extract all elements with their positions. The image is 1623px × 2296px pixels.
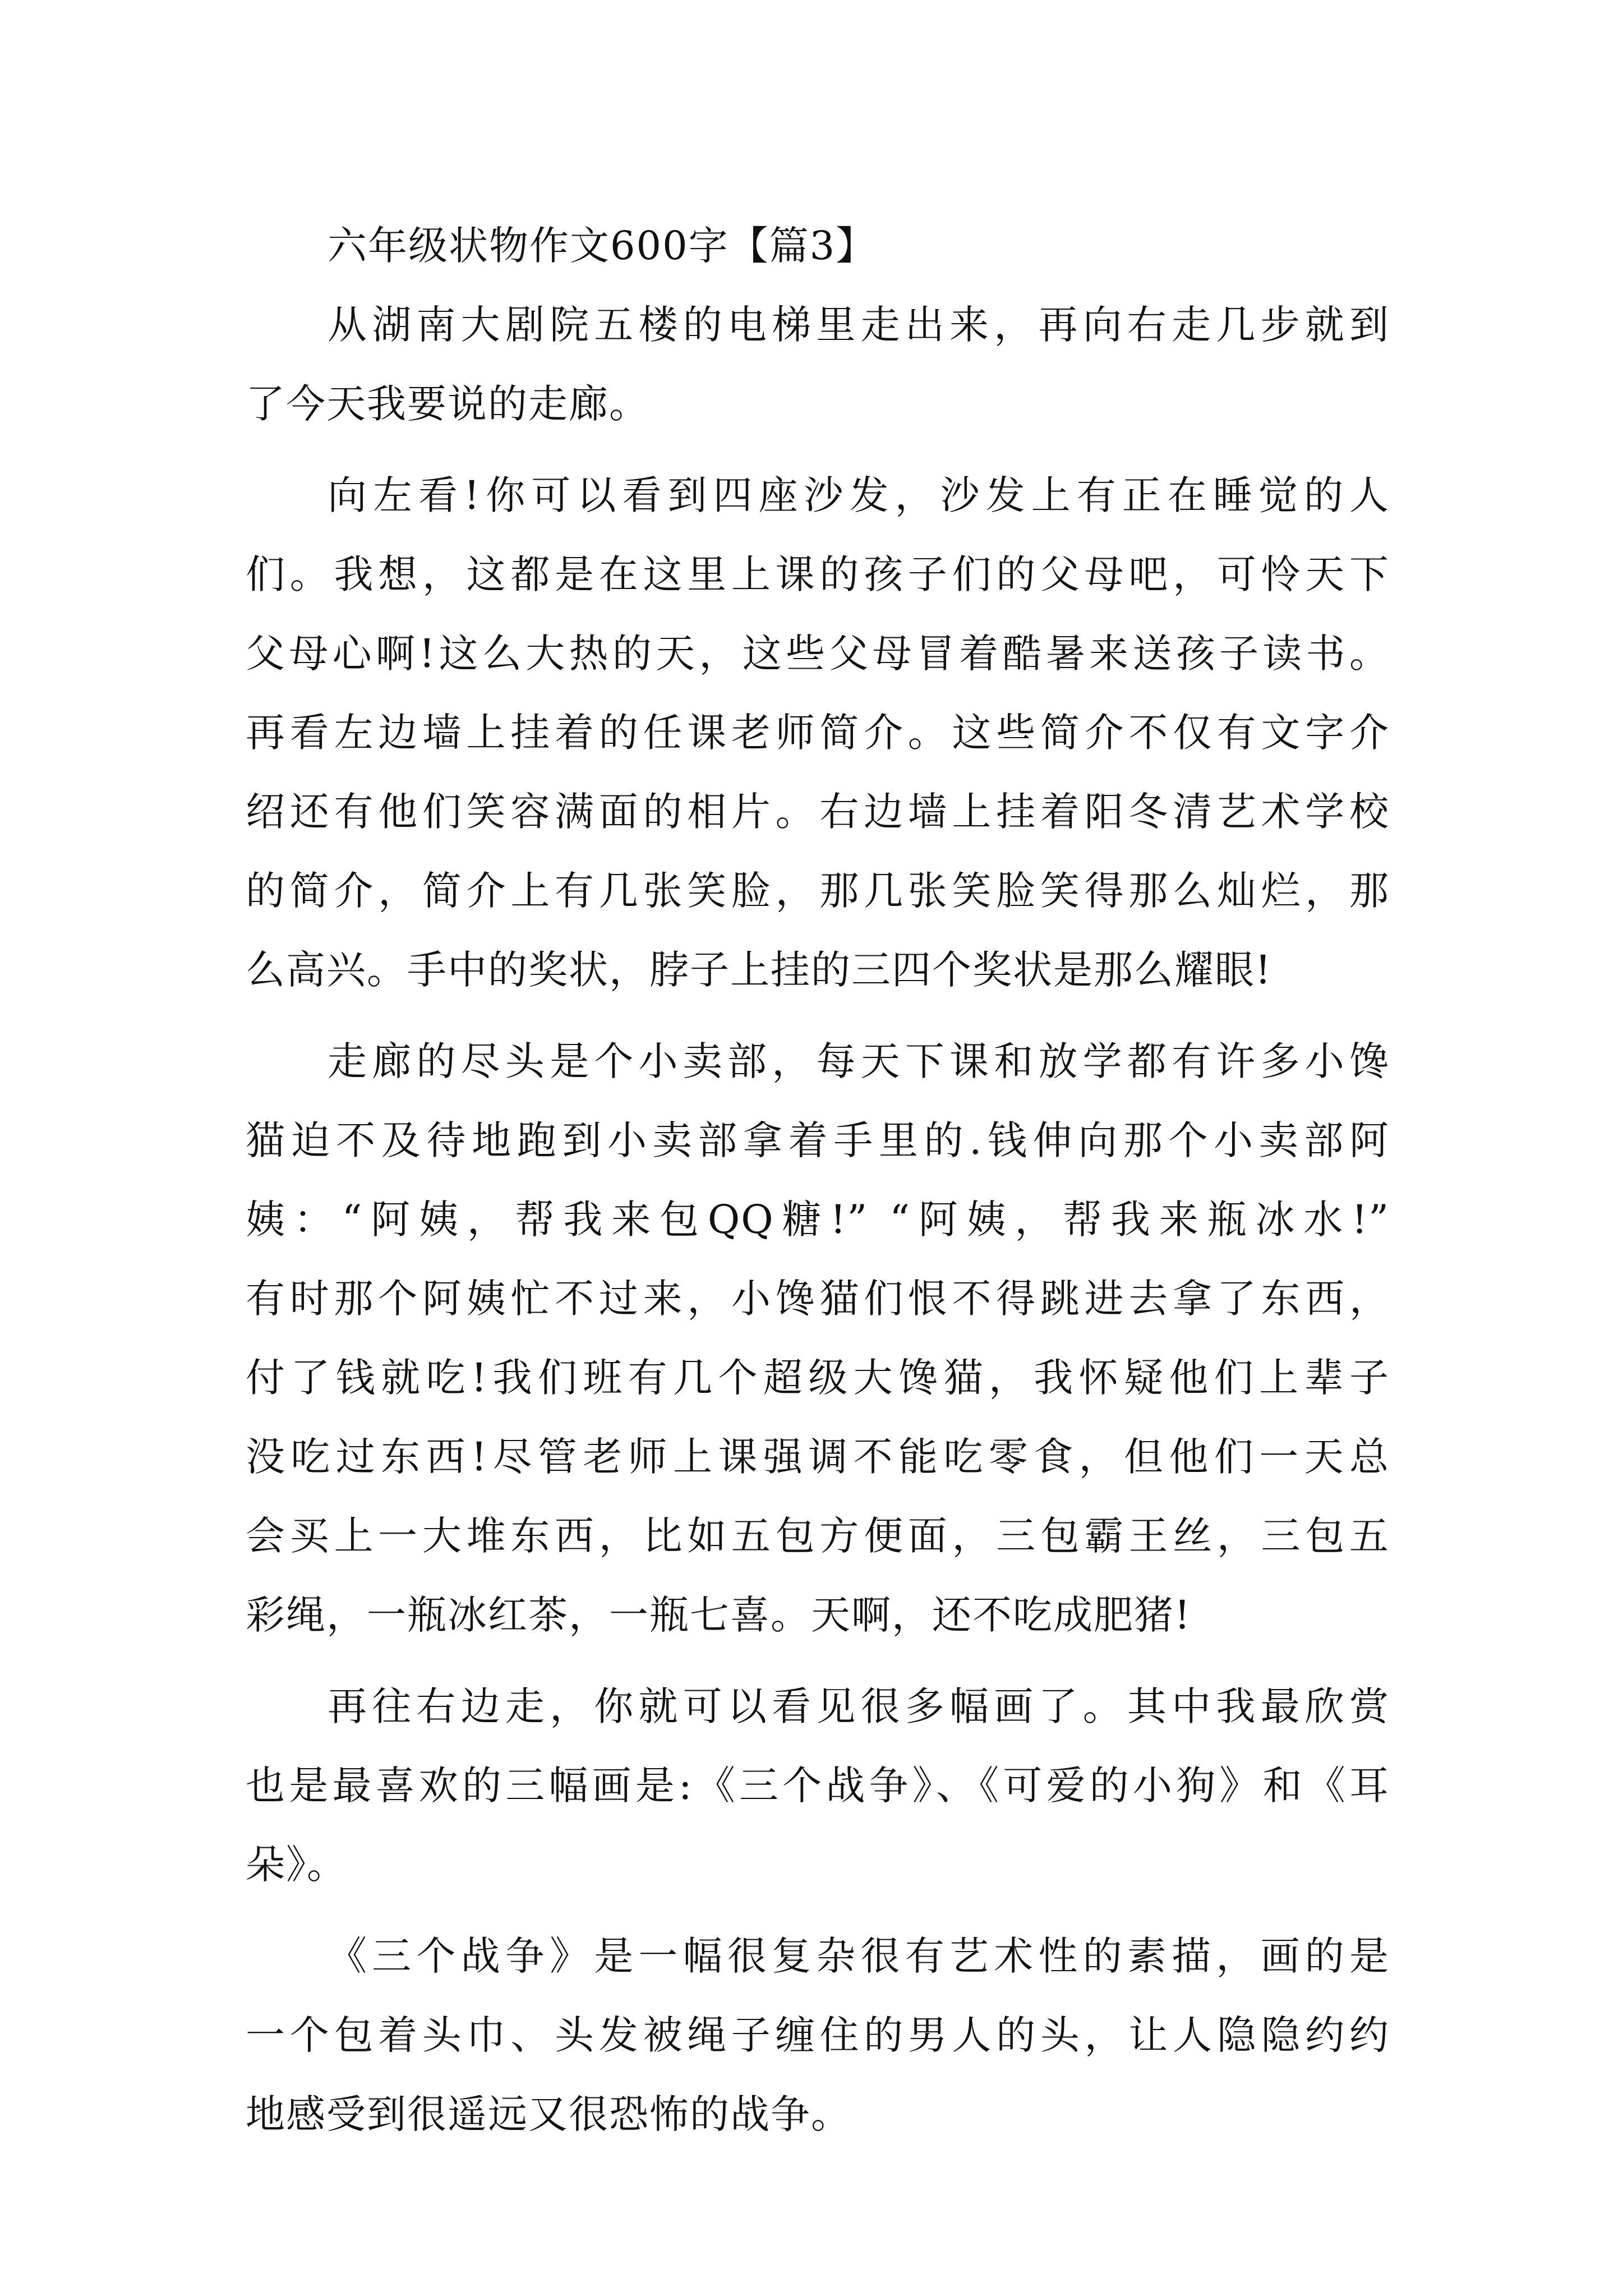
text-line: 的简介，简介上有几张笑脸，那几张笑脸笑得那么灿烂，那 [246,868,1390,914]
text-line: 一个包着头巾、头发被绳子缠住的男人的头，让人隐隐约约 [246,2012,1390,2058]
text-line: 父母心啊!这么大热的天，这些父母冒着酷暑来送孩子读书。 [246,631,1390,677]
article-title: 六年级状物作文600字【篇3】 [328,223,877,269]
text-line: 姨：“阿姨，帮我来包QQ糖!” “阿姨，帮我来瓶冰水!” [246,1197,1390,1243]
text-line: 们。我想，这都是在这里上课的孩子们的父母吧，可怜天下 [246,551,1390,597]
paragraph-5 [246,1917,1390,2154]
text-line: 么高兴。手中的奖状，脖子上挂的三四个奖状是那么耀眼! [246,947,1272,993]
text-line: 付了钱就吃!我们班有几个超级大馋猫，我怀疑他们上辈子 [246,1355,1390,1401]
text-line: 也是最喜欢的三幅画是:《三个战争》、《可爱的小狗》和《耳 [246,1763,1390,1809]
text-line: 绍还有他们笑容满面的相片。右边墙上挂着阳冬清艺术学校 [246,789,1390,835]
paragraph-2 [246,456,1390,1010]
text-line: 从湖南大剧院五楼的电梯里走出来，再向右走几步就到 [328,302,1390,348]
text-line: 朵》。 [246,1842,347,1888]
text-line: 猫迫不及待地跑到小卖部拿着手里的.钱伸向那个小卖部阿 [246,1117,1390,1163]
paragraph-1 [246,286,1390,444]
text-line: 会买上一大堆东西，比如五包方便面，三包霸王丝，三包五 [246,1513,1390,1559]
article [246,206,1390,2154]
text-line: 了今天我要说的走廊。 [246,381,649,427]
text-line: 地感受到很遥远又很恐怖的战争。 [246,2091,851,2137]
text-line: 再往右边走，你就可以看见很多幅画了。其中我最欣赏 [328,1683,1390,1729]
text-line: 向左看!你可以看到四座沙发，沙发上有正在睡觉的人 [328,472,1390,518]
text-line: 再看左边墙上挂着的任课老师简介。这些简介不仅有文字介 [246,710,1390,756]
text-line: 没吃过东西!尽管老师上课强调不能吃零食，但他们一天总 [246,1434,1390,1480]
text-line: 《三个战争》是一幅很复杂很有艺术性的素描，画的是 [328,1933,1390,1979]
text-line: 彩绳，一瓶冰红茶，一瓶七喜。天啊，还不吃成肥猪! [246,1592,1192,1638]
text-line: 走廊的尽头是个小卖部，每天下课和放学都有许多小馋 [328,1038,1390,1084]
text-line: 有时那个阿姨忙不过来，小馋猫们恨不得跳进去拿了东西， [246,1276,1390,1322]
paragraph-4 [246,1667,1390,1904]
paragraph-3 [246,1022,1390,1655]
